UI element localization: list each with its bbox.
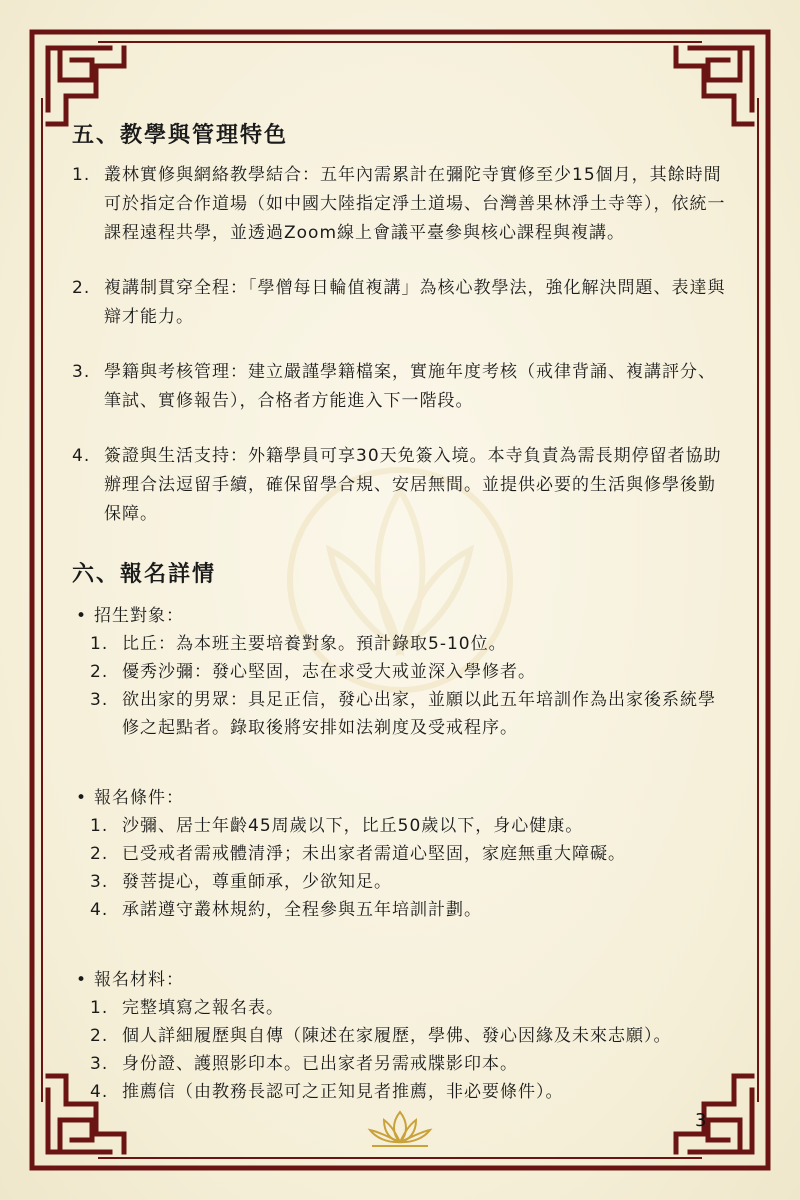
list-item — [72, 896, 732, 924]
item-text: 已受戒者需戒體清淨；未出家者需道心堅固，家庭無重大障礙。 — [122, 844, 626, 864]
item-text: 推薦信（由教務長認可之正知見者推薦，非必要條件）。 — [122, 1082, 564, 1102]
group-heading — [72, 966, 732, 994]
item-number: 4. — [72, 446, 91, 466]
item-number: 4. — [90, 900, 109, 920]
item-number: 2. — [90, 844, 109, 864]
item-text: 個人詳細履歷與自傳（陳述在家履歷，學佛、發心因緣及未來志願）。 — [122, 1026, 672, 1046]
item-number: 2. — [90, 662, 109, 682]
bullet-icon: • — [76, 970, 88, 990]
group-heading-text: 報名材料： — [94, 970, 184, 990]
item-number: 1. — [72, 165, 91, 185]
item-number: 1. — [90, 816, 109, 836]
list-item — [72, 812, 732, 840]
sub-list — [72, 812, 732, 924]
list-item — [72, 994, 732, 1022]
list-item — [72, 658, 732, 686]
item-number: 4. — [90, 1082, 109, 1102]
item-number: 1. — [90, 634, 109, 654]
bullet-icon: • — [76, 788, 88, 808]
list-item — [72, 1078, 732, 1106]
bullet-icon: • — [76, 606, 88, 626]
item-number: 2. — [72, 278, 91, 298]
list-item — [72, 1022, 732, 1050]
item-text: 沙彌、居士年齡45周歲以下，比丘50歲以下，身心健康。 — [122, 816, 584, 836]
list-item — [72, 358, 732, 416]
group-heading-text: 報名條件： — [94, 788, 184, 808]
group-heading — [72, 602, 732, 630]
group-heading-text: 招生對象： — [94, 606, 184, 626]
item-text: 優秀沙彌：發心堅固，志在求受大戒並深入學修者。 — [122, 662, 536, 682]
list-item — [72, 686, 732, 742]
section-5-list — [72, 161, 732, 529]
list-item — [72, 274, 732, 332]
group-materials — [72, 966, 732, 1106]
lotus-icon — [362, 1108, 438, 1150]
list-item — [72, 161, 732, 248]
content-area — [72, 112, 732, 1106]
item-text: 承諾遵守叢林規約，全程參與五年培訓計劃。 — [122, 900, 482, 920]
item-number: 3. — [90, 872, 109, 892]
list-item — [72, 868, 732, 896]
list-item — [72, 840, 732, 868]
sub-list — [72, 630, 732, 742]
item-number: 3. — [90, 690, 109, 710]
item-text: 學籍與考核管理：建立嚴謹學籍檔案，實施年度考核（戒律背誦、複講評分、筆試、實修報告），合格者方能進入下一階段。 — [104, 362, 716, 411]
item-text: 欲出家的男眾：具足正信，發心出家，並願以此五年培訓作為出家後系統學修之起點者。錄取後將安排如法剃度及受戒程序。 — [122, 690, 716, 738]
item-number: 1. — [90, 998, 109, 1018]
section-6-title: 六、報名詳情 — [72, 562, 217, 587]
item-text: 叢林實修與網絡教學結合：五年內需累計在彌陀寺實修至少15個月，其餘時間可於指定合作道場（如中國大陸指定淨土道場、台灣善果林淨土寺等），依統一課程遠程共學，並透過Zoom線上會議平臺參與核心課程與複講。 — [104, 165, 726, 243]
sub-list — [72, 994, 732, 1106]
item-text: 完整填寫之報名表。 — [122, 998, 284, 1018]
item-text: 簽證與生活支持：外籍學員可享30天免簽入境。本寺負責為需長期停留者協助辦理合法逗留手續，確保留學合規、安居無間。並提供必要的生活與修學後勤保障。 — [104, 446, 722, 524]
item-number: 3. — [90, 1054, 109, 1074]
section-5-title: 五、教學與管理特色 — [72, 123, 289, 148]
item-text: 複講制貫穿全程：「學僧每日輪值複講」為核心教學法，強化解決問題、表達與辯才能力。 — [104, 278, 726, 327]
group-heading — [72, 784, 732, 812]
list-item — [72, 442, 732, 529]
item-number: 2. — [90, 1026, 109, 1046]
item-number: 3. — [72, 362, 91, 382]
group-enrollment-targets — [72, 602, 732, 742]
item-text: 比丘：為本班主要培養對象。預計錄取5-10位。 — [122, 634, 507, 654]
item-text: 身份證、護照影印本。已出家者另需戒牒影印本。 — [122, 1054, 518, 1074]
list-item — [72, 630, 732, 658]
page-number: 3 — [695, 1110, 707, 1131]
list-item — [72, 1050, 732, 1078]
group-requirements — [72, 784, 732, 924]
item-text: 發菩提心，尊重師承，少欲知足。 — [122, 872, 392, 892]
